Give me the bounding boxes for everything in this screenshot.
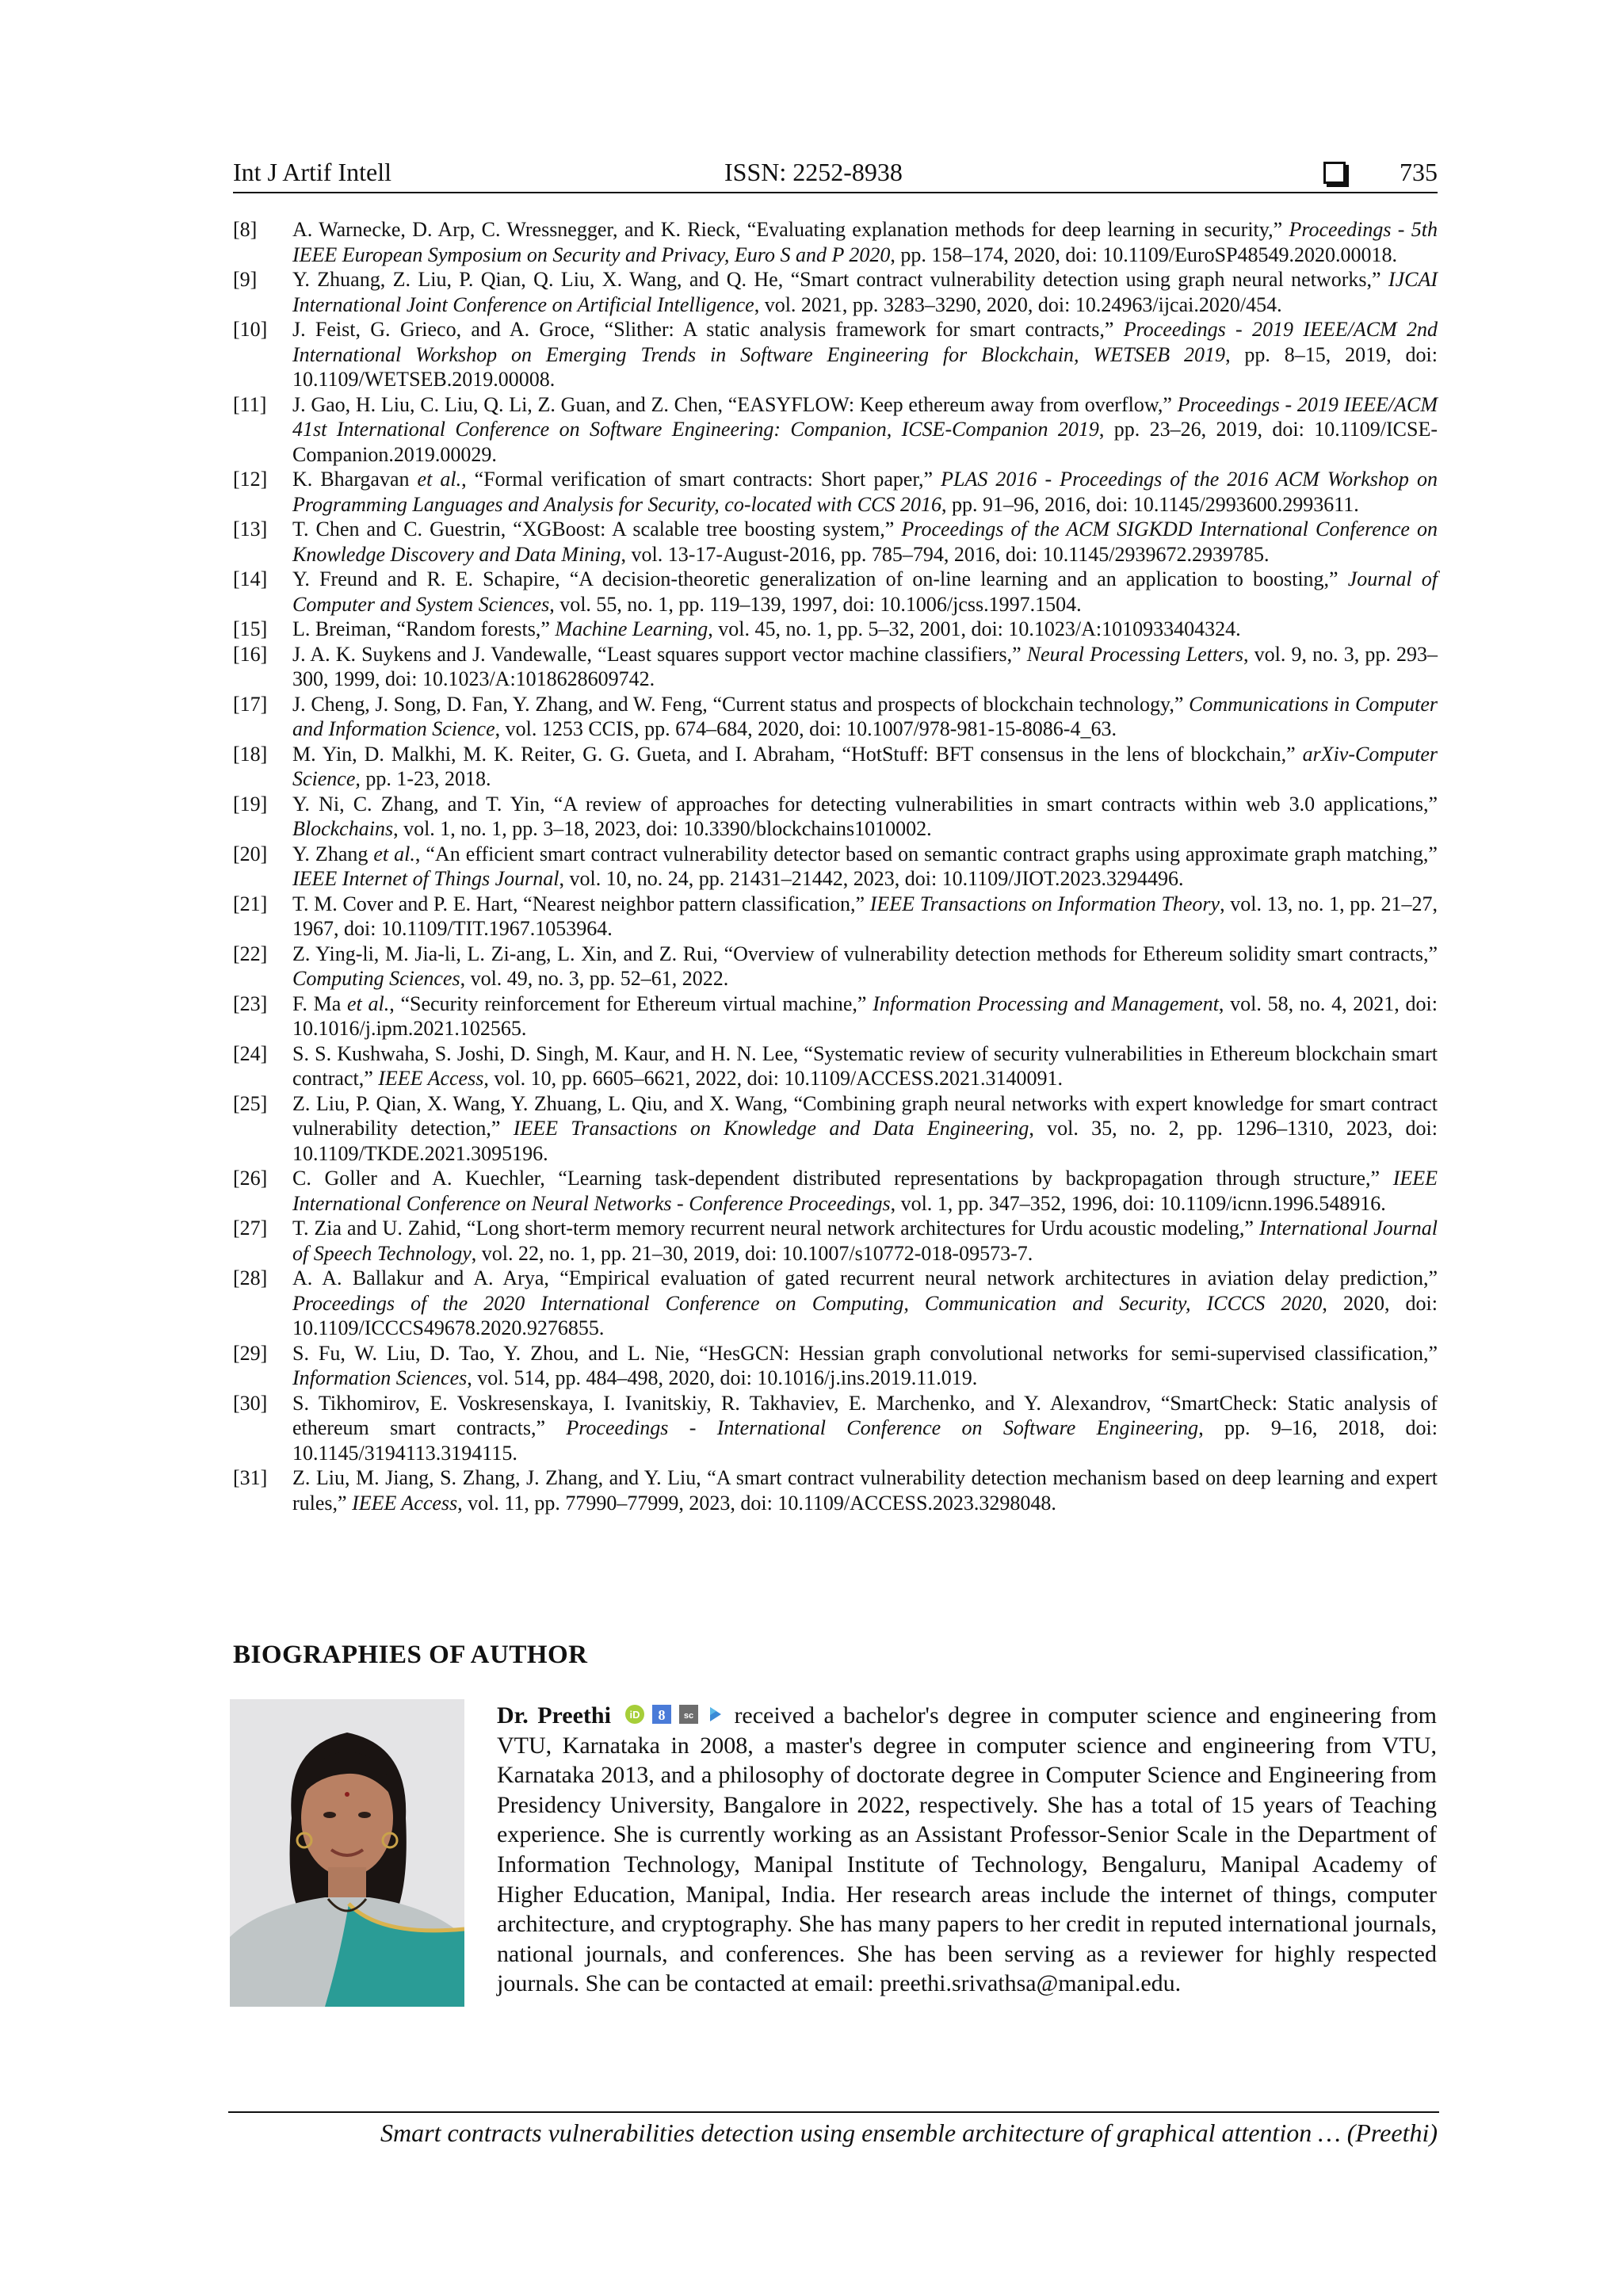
reference-segment: , “Formal verification of smart contracts: Short paper,” (461, 468, 941, 491)
reference-item (233, 567, 1438, 617)
reference-item (233, 217, 1438, 267)
reference-text (292, 617, 1438, 642)
author-portrait-image (230, 1699, 464, 2007)
reference-venue: et al. (417, 468, 462, 491)
reference-segment: , “Security reinforcement for Ethereum virtual machine,” (389, 991, 873, 1015)
reference-segment: , vol. 22, no. 1, pp. 21–30, 2019, doi: 10.1007/s10772-018-09573-7. (471, 1241, 1033, 1265)
reference-text (292, 317, 1438, 392)
reference-segment: S. Fu, W. Liu, D. Tao, Y. Zhou, and L. Nie, “HesGCN: Hessian graph convolutional networks for semi-supervised classification,” (292, 1341, 1438, 1365)
reference-segment: , pp. 8–15, 2019, doi: 10.1109/WETSEB.2019.00008. (292, 342, 1438, 391)
reference-segment: J. Cheng, J. Song, D. Fan, Y. Zhang, and W. Feng, “Current status and prospects of blockchain technology,” (292, 692, 1190, 716)
reference-item (233, 1216, 1438, 1266)
reference-venue: International Journal of Speech Technology (292, 1217, 1438, 1265)
reference-item (233, 1266, 1438, 1341)
reference-segment: , 2020, doi: 10.1109/ICCCS49678.2020.9276855. (292, 1291, 1438, 1339)
reference-segment: , vol. 55, no. 1, pp. 119–139, 1997, doi: 10.1006/jcss.1997.1504. (549, 592, 1082, 616)
reference-segment: C. Goller and A. Kuechler, “Learning task-dependent distributed representations by backpropagation through structure,” (292, 1167, 1393, 1190)
reference-venue: Proceedings - 2019 IEEE/ACM 2nd International Workshop on Emerging Trends in Software Engineering for Blockchain, WETSEB 2019 (292, 318, 1438, 366)
reference-segment: Z. Ying-li, M. Jia-li, L. Zi-ang, L. Xin, and Z. Rui, “Overview of vulnerability detection methods for Ethereum solidity smart contracts,” (292, 942, 1438, 965)
reference-item (233, 317, 1438, 392)
reference-segment: , vol. 2021, pp. 3283–3290, 2020, doi: 10.24963/ijcai.2020/454. (754, 292, 1282, 316)
reference-venue: Communications in Computer and Information Science (292, 692, 1438, 740)
reference-text (292, 991, 1438, 1041)
reference-item (233, 692, 1438, 742)
reference-text (292, 1391, 1438, 1466)
reference-segment: , vol. 1253 CCIS, pp. 674–684, 2020, doi: 10.1007/978-981-15-8086-4_63. (495, 717, 1117, 740)
reference-item (233, 1391, 1438, 1466)
reference-number: [23] (233, 991, 268, 1015)
page-number: 735 (1400, 158, 1438, 186)
reference-text (292, 742, 1438, 792)
page-header (233, 155, 1438, 189)
reference-text (292, 392, 1438, 468)
reference-venue: Proceedings - 2019 IEEE/ACM 41st International Conference on Software Engineering: Companion, ICSE-Companion 2019 (292, 392, 1438, 441)
reference-number: [18] (233, 742, 268, 766)
reference-text (292, 942, 1438, 991)
reference-venue: Blockchains (292, 817, 394, 840)
reference-item (233, 1166, 1438, 1216)
reference-segment: L. Breiman, “Random forests,” (292, 617, 556, 640)
reference-venue: IEEE Access (352, 1491, 458, 1515)
reference-venue: IEEE Transactions on Knowledge and Data Engineering (513, 1117, 1029, 1140)
reference-item (233, 517, 1438, 567)
reference-text (292, 567, 1438, 617)
reference-item (233, 267, 1438, 317)
reference-segment: Y. Zhuang, Z. Liu, P. Qian, Q. Liu, X. Wang, and Q. He, “Smart contract vulnerability detection using graph neural networks,” (292, 268, 1388, 291)
reference-list (233, 217, 1438, 1515)
reference-number: [20] (233, 842, 268, 865)
google-scholar-icon[interactable] (651, 1704, 672, 1725)
reference-text (292, 217, 1438, 267)
reference-segment: J. Gao, H. Liu, C. Liu, Q. Li, Z. Guan, and Z. Chen, “EASYFLOW: Keep ethereum away from overflow,” (292, 392, 1178, 416)
reference-item (233, 467, 1438, 517)
running-footer: Smart contracts vulnerabilities detection using ensemble architecture of graphical attention … (Preethi) (380, 2118, 1438, 2147)
reference-text (292, 642, 1438, 692)
reference-segment: T. Chen and C. Guestrin, “XGBoost: A scalable tree boosting system,” (292, 518, 902, 541)
reference-item (233, 642, 1438, 692)
reference-segment: Y. Ni, C. Zhang, and T. Yin, “A review of approaches for detecting vulnerabilities in smart contracts within web 3.0 applications,” (292, 792, 1438, 816)
reference-text (292, 892, 1438, 942)
reference-text (292, 517, 1438, 567)
reference-item (233, 617, 1438, 642)
reference-item (233, 742, 1438, 792)
svg-text:iD: iD (629, 1709, 640, 1721)
reference-segment: , vol. 35, no. 2, pp. 1296–1310, 2023, doi: 10.1109/TKDE.2021.3095196. (292, 1117, 1438, 1165)
reference-segment: , vol. 45, no. 1, pp. 5–32, 2001, doi: 10.1023/A:1010933404324. (708, 617, 1241, 640)
reference-venue: IEEE Transactions on Information Theory (869, 892, 1220, 915)
reference-number: [9] (233, 268, 258, 291)
reference-segment: , vol. 1, no. 1, pp. 3–18, 2023, doi: 10.3390/blockchains1010002. (393, 817, 932, 840)
reference-segment: , vol. 11, pp. 77990–77999, 2023, doi: 10.1109/ACCESS.2023.3298048. (457, 1491, 1056, 1515)
reference-segment: A. Warnecke, D. Arp, C. Wressnegger, and K. Rieck, “Evaluating explanation methods for deep learning in security,” (292, 218, 1289, 241)
reference-venue: IJCAI International Joint Conference on Artificial Intelligence (292, 268, 1438, 316)
reference-text (292, 1266, 1438, 1341)
reference-venue: PLAS 2016 - Proceedings of the 2016 ACM Workshop on Programming Languages and Analysis for Security, co-located with CCS 2016 (292, 468, 1438, 516)
reference-venue: Journal of Computer and System Sciences (292, 567, 1438, 616)
reference-number: [26] (233, 1167, 268, 1190)
reference-segment: , “An efficient smart contract vulnerability detector based on semantic contract graphs using approximate graph matching,” (414, 842, 1438, 865)
reference-number: [11] (233, 392, 267, 416)
svg-text:sc: sc (684, 1711, 694, 1721)
author-photo (230, 1699, 464, 2007)
reference-segment: S. S. Kushwaha, S. Joshi, D. Singh, M. Kaur, and H. N. Lee, “Systematic review of security vulnerabilities in Ethereum blockchain smart contract,” (292, 1041, 1438, 1090)
reference-text (292, 1041, 1438, 1091)
reference-number: [27] (233, 1217, 268, 1240)
reference-segment: J. A. K. Suykens and J. Vandewalle, “Least squares support vector machine classifiers,” (292, 642, 1027, 666)
reference-segment: , vol. 13-17-August-2016, pp. 785–794, 2016, doi: 10.1145/2939672.2939785. (621, 542, 1270, 566)
reference-segment: , vol. 9, no. 3, pp. 293–300, 1999, doi: 10.1023/A:1018628609742. (292, 642, 1438, 690)
reference-venue: et al. (373, 842, 415, 865)
reference-segment: J. Feist, G. Grieco, and A. Groce, “Slither: A static analysis framework for smart contracts,” (292, 318, 1124, 341)
reference-venue: IEEE Internet of Things Journal (292, 867, 559, 890)
reference-segment: , pp. 23–26, 2019, doi: 10.1109/ICSE-Companion.2019.00029. (292, 418, 1438, 466)
biographies-heading: BIOGRAPHIES OF AUTHOR (233, 1641, 588, 1669)
reference-text (292, 792, 1438, 842)
reference-text (292, 842, 1438, 892)
reference-text (292, 467, 1438, 517)
reference-text (292, 1166, 1438, 1216)
reference-item (233, 892, 1438, 942)
reference-venue: Neural Processing Letters (1026, 642, 1244, 666)
reference-venue: IEEE Access (378, 1067, 484, 1090)
author-biography (497, 1701, 1437, 1999)
svg-text:8: 8 (658, 1707, 666, 1723)
reference-item (233, 842, 1438, 892)
reference-segment: F. Ma (292, 991, 347, 1015)
reference-segment: , vol. 514, pp. 484–498, 2020, doi: 10.1016/j.ins.2019.11.019. (467, 1366, 978, 1389)
reference-number: [24] (233, 1041, 268, 1065)
reference-venue: Proceedings of the ACM SIGKDD International Conference on Knowledge Discovery and Data Mining (292, 518, 1438, 566)
reference-item (233, 1341, 1438, 1391)
reference-number: [16] (233, 642, 268, 666)
reference-segment: , pp. 91–96, 2016, doi: 10.1145/2993600.2993611. (941, 492, 1359, 516)
reference-segment: Y. Zhang (292, 842, 374, 865)
reference-segment: S. Tikhomirov, E. Voskresenskaya, I. Ivanitskiy, R. Takhaviev, E. Marchenko, and Y. Alexandrov, “SmartCheck: Static analysis of ethereum smart contracts,” (292, 1391, 1438, 1439)
reference-venue: IEEE International Conference on Neural Networks - Conference Proceedings (292, 1167, 1438, 1215)
square-box-icon (1323, 162, 1346, 184)
reference-number: [30] (233, 1391, 268, 1415)
reference-segment: A. A. Ballakur and A. Arya, “Empirical evaluation of gated recurrent neural network architectures in aviation delay prediction,” (292, 1266, 1438, 1289)
reference-number: [22] (233, 942, 268, 965)
reference-item (233, 942, 1438, 991)
biography-text: received a bachelor's degree in computer science and engineering from VTU, Karnataka in 2008, a master's degree in computer science and engineering from VTU, Karnataka 2013, and a philosophy of doctorate degree in Computer Science and Engineering from Presidency University, Bangalore in 2022, respectively. She has a total of 15 years of Teaching experience. She is currently working as an Assistant Professor-Senior Scale in the Department of Information Technology, Manipal Institute of Technology, Bengaluru, Manipal Academy of Higher Education, Manipal, India. Her research areas include the internet of things, computer architecture, and cryptography. She has many papers to her credit in reputed international journals, national journals, and conferences. She has been serving as a reviewer for highly respected journals. She can be contacted at email: preethi.srivathsa@manipal.edu. (497, 1702, 1438, 1997)
header-rule (233, 192, 1438, 193)
reference-number: [10] (233, 318, 268, 341)
reference-number: [14] (233, 567, 268, 590)
reference-segment: , vol. 49, no. 3, pp. 52–61, 2022. (460, 967, 729, 990)
reference-segment: Y. Freund and R. E. Schapire, “A decision-theoretic generalization of on-line learning and an application to boosting,” (292, 567, 1348, 590)
reference-number: [19] (233, 792, 268, 816)
reference-text (292, 1341, 1438, 1391)
reference-venue: et al. (347, 991, 390, 1015)
reference-venue: Machine Learning (555, 617, 708, 640)
reference-item (233, 991, 1438, 1041)
reference-number: [28] (233, 1266, 268, 1289)
footer-rule (228, 2111, 1439, 2113)
reference-number: [25] (233, 1091, 268, 1115)
reference-segment: T. Zia and U. Zahid, “Long short-term memory recurrent neural network architectures for Urdu acoustic modeling,” (292, 1217, 1259, 1240)
reference-segment: , pp. 9–16, 2018, doi: 10.1145/3194113.3194115. (292, 1416, 1438, 1465)
reference-venue: Proceedings - International Conference on Software Engineering (566, 1416, 1199, 1439)
reference-segment: , pp. 158–174, 2020, doi: 10.1109/EuroSP48549.2020.00018. (890, 243, 1398, 266)
reference-segment: Z. Liu, P. Qian, X. Wang, Y. Zhuang, L. Qiu, and X. Wang, “Combining graph neural networks with expert knowledge for smart contract vulnerability detection,” (292, 1091, 1438, 1140)
author-profile-icons (624, 1704, 726, 1725)
journal-name: Int J Artif Intell (233, 158, 391, 186)
reference-text (292, 1216, 1438, 1266)
reference-venue: Information Sciences (292, 1366, 468, 1389)
reference-segment: , vol. 10, pp. 6605–6621, 2022, doi: 10.1109/ACCESS.2021.3140091. (483, 1067, 1064, 1090)
orcid-icon[interactable] (624, 1704, 645, 1725)
reference-text (292, 1091, 1438, 1167)
reference-number: [15] (233, 617, 268, 640)
scopus-icon[interactable] (678, 1704, 699, 1725)
reference-item (233, 392, 1438, 468)
reference-item (233, 1091, 1438, 1167)
reference-segment: , vol. 10, no. 24, pp. 21431–21442, 2023, doi: 10.1109/JIOT.2023.3294496. (559, 867, 1184, 890)
reference-item (233, 1465, 1438, 1515)
reference-segment: T. M. Cover and P. E. Hart, “Nearest neighbor pattern classification,” (292, 892, 870, 915)
reference-segment: , vol. 58, no. 4, 2021, doi: 10.1016/j.ipm.2021.102565. (292, 991, 1438, 1040)
reference-venue: Proceedings of the 2020 International Conference on Computing, Communication and Security, ICCCS 2020 (292, 1291, 1323, 1315)
reference-number: [21] (233, 892, 268, 915)
reference-segment: M. Yin, D. Malkhi, M. K. Reiter, G. G. Gueta, and I. Abraham, “HotStuff: BFT consensus in the lens of blockchain,” (292, 742, 1303, 766)
reference-number: [17] (233, 692, 268, 716)
reference-number: [31] (233, 1466, 268, 1489)
publons-icon[interactable] (705, 1704, 726, 1725)
author-name: Dr. Preethi (497, 1702, 611, 1729)
reference-venue: Information Processing and Management (873, 991, 1219, 1015)
reference-text (292, 692, 1438, 742)
reference-venue: Proceedings - 5th IEEE European Symposium on Security and Privacy, Euro S and P 2020 (292, 218, 1438, 266)
reference-venue: Computing Sciences (292, 967, 460, 990)
reference-item (233, 1041, 1438, 1091)
reference-text (292, 1465, 1438, 1515)
reference-number: [12] (233, 468, 268, 491)
reference-number: [8] (233, 218, 258, 241)
reference-segment: pp. 1-23, 2018. (360, 767, 491, 790)
reference-segment: , vol. 13, no. 1, pp. 21–27, 1967, doi: 10.1109/TIT.1967.1053964. (292, 892, 1438, 940)
reference-segment: K. Bhargavan (292, 468, 418, 491)
reference-venue: arXiv-Computer Science, (292, 742, 1438, 790)
reference-number: [29] (233, 1341, 268, 1365)
reference-number: [13] (233, 518, 268, 541)
reference-item (233, 792, 1438, 842)
reference-segment: Z. Liu, M. Jiang, S. Zhang, J. Zhang, and Y. Liu, “A smart contract vulnerability detection mechanism based on deep learning and expert rules,” (292, 1466, 1438, 1515)
reference-segment: , vol. 1, pp. 347–352, 1996, doi: 10.1109/icnn.1996.548916. (890, 1191, 1386, 1215)
issn: ISSN: 2252-8938 (724, 158, 903, 186)
reference-text (292, 267, 1438, 317)
